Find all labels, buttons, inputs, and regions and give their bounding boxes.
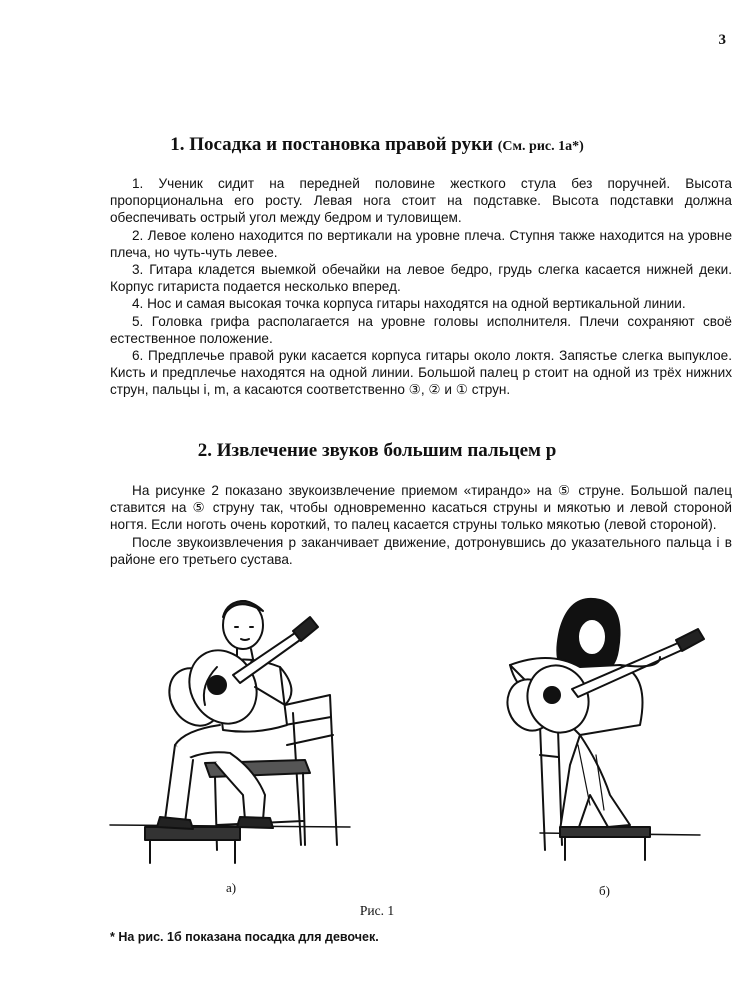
section2-body	[110, 482, 732, 568]
figure-label-a: а)	[226, 880, 237, 895]
section1-heading	[0, 134, 754, 156]
page-number: 3	[718, 32, 726, 48]
figure-label-b: б)	[599, 883, 610, 898]
figure-caption: Рис. 1	[359, 903, 395, 918]
section2-title: 2. Извлечение звуков большим пальцем p	[197, 440, 557, 461]
paragraph: 4. Нос и самая высокая точка корпуса гитары находятся на одной вертикальной линии.	[132, 296, 686, 312]
paragraph: 1. Ученик сидит на передней половине жесткого стула без поручней. Высота пропорциональна его росту. Левая нога стоит на подставке. Высота подставки должна обеспечивать острый угол между бедром и туловищем.	[110, 176, 732, 226]
paragraph: 3. Гитара кладется выемкой обечайки на левое бедро, грудь слегка касается нижней деки. Корпус гитариста подается несколько вперед.	[110, 262, 732, 295]
illustration-boy-guitarist	[105, 595, 355, 875]
section1-body	[110, 175, 732, 399]
paragraph: После звукоизвлечения p заканчивает движение, дотронувшись до указательного пальца i в районе его третьего сустава.	[110, 534, 732, 567]
footnote: * На рис. 1б показана посадка для девочек.	[110, 930, 379, 944]
paragraph: На рисунке 2 показано звукоизвлечение приемом «тирандо» на ⑤ струне. Большой палец ставится на ⑤ струну так, чтобы одновременно касаться струны и мякотью и левой стороной ногтя. Если ноготь очень короткий, то палец касается струны только мякотью (левой стороной).	[110, 483, 732, 533]
section1-title-ref: (См. рис. 1а*)	[497, 139, 584, 154]
paragraph: 5. Головка грифа располагается на уровне головы исполнителя. Плечи сохраняют своё естественное положение.	[110, 313, 732, 346]
illustration-girl-guitarist	[500, 595, 710, 875]
section1-title: 1. Посадка и постановка правой руки	[170, 134, 493, 155]
paragraph: 6. Предплечье правой руки касается корпуса гитары около локтя. Запястье слегка выпуклое. Кисть и предплечье находятся на одной линии. Большой палец p стоит на одной из трёх нижних струн, пальцы i, m, a касаются соответственно ③, ② и ① струн.	[110, 348, 732, 398]
paragraph: 2. Левое колено находится по вертикали на уровне плеча. Ступня также находится на уровне плеча, но чуть-чуть левее.	[110, 227, 732, 260]
